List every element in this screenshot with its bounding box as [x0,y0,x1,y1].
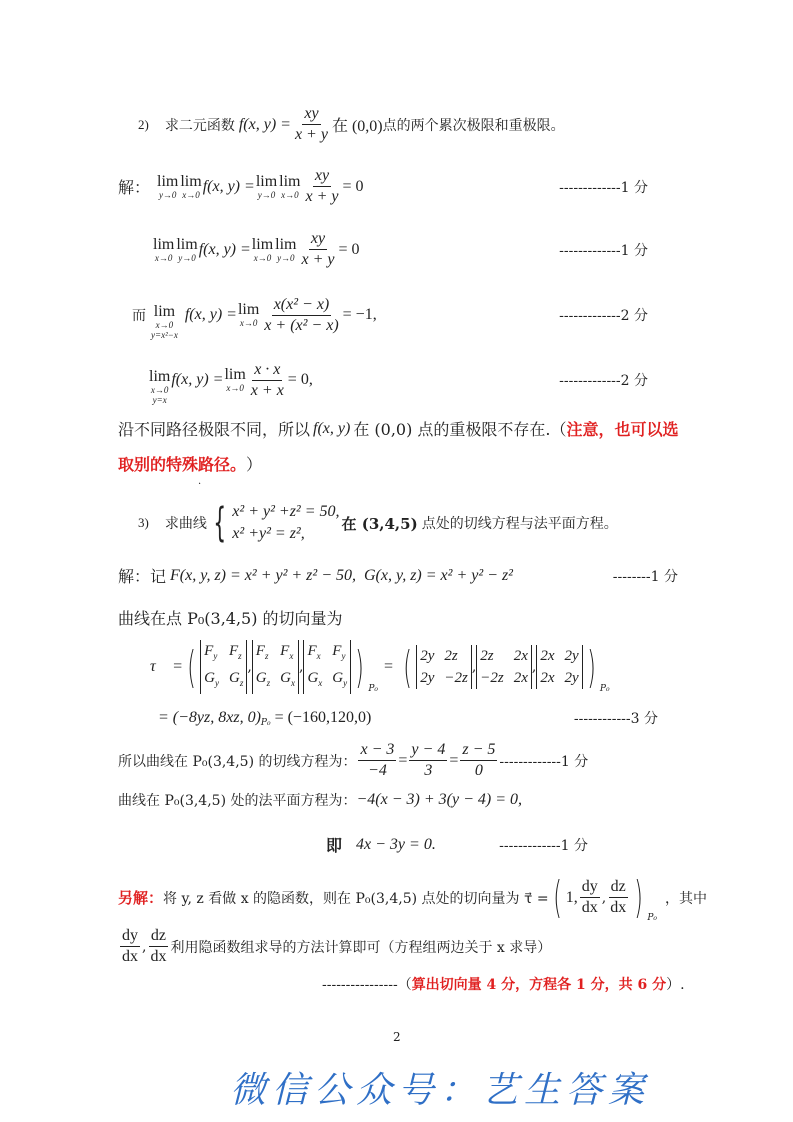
fraction-part: dx [150,948,167,965]
question-text: 求曲线 [164,516,207,532]
score: ------------3 分 [573,711,658,727]
expr: = [449,751,459,769]
fraction [299,229,336,270]
question-text: 点的两个累次极限和重极限。 [382,117,565,134]
expr: = 0, [287,371,313,388]
expr: = 0 [338,240,360,258]
fraction [262,295,340,336]
limit-sub: x→0 [154,252,173,263]
expr: τ⃗ = [150,658,183,675]
numerator: x · x [252,360,282,381]
matrix-entry: $F_y$ [332,643,346,661]
fraction [358,740,396,781]
fraction-part: z − 5 [460,740,497,761]
text: ） [246,455,263,474]
dot: . [198,476,202,487]
matrix-entry: $F_x$ [280,643,294,661]
score: -------------1 分 [499,753,589,770]
text: ，其中 [665,890,708,907]
determinant [536,645,582,689]
matrix-entry: $G_y$ [332,670,348,688]
denominator: x + (x² − x) [264,316,339,334]
fraction-part: dx [122,948,138,965]
determinant [252,640,299,694]
matrix-entry: 2x [513,670,528,686]
determinant [416,645,472,689]
left-paren: ( [187,641,196,693]
limit: lim x→0 y=x²−x [151,303,178,340]
fraction [409,740,447,781]
left-paren: ( [403,641,412,693]
note: 算出切向量 4 分，方程各 1 分，共 6 分 [411,977,667,993]
scoring-summary [322,974,685,994]
matrix-entry: $G_z$ [255,670,271,688]
question-text: 求二元函数 [164,117,235,134]
solution-line-1 [118,166,648,207]
numerator: xy [302,104,320,125]
left-paren: ( [552,872,562,923]
limit: lim x→0 [224,366,246,393]
fraction-part: dy [120,926,140,947]
denominator: x + y [305,188,339,205]
tangent-vector-determinants: τ⃗ = ( $F_y$ $F_z$ $G_y$ $G_z$ , $F_z$ $F_x$ $G_z$ $G_x$ , $F_x$ $F_y$ $G_x$ $G_y$ ) P₀ = ( 2y 2z 2y −2z , 2z 2x −2z 2x , 2x 2y 2x 2y ) P₀ [150,641,610,694]
question-2 [138,104,565,145]
fraction-part: dx [581,899,598,916]
right-paren: ) [634,872,644,923]
expr: −4(x − 3) + 3(y − 4) = 0, [356,791,522,808]
expr: = (−8yz, 8xz, 0) [158,709,261,726]
solution-line-3 [132,290,648,340]
denominator: x + y [301,251,335,268]
equation: x² + y² +z² = 50, [232,503,340,520]
text: 在 (0,0) 点的重极限不存在.（ [353,420,567,439]
matrix-entry: $F_y$ [204,643,218,661]
matrix-entry: 2z [444,648,458,664]
matrix-entry: 2x [513,648,528,664]
limit: lim y→0 [255,172,278,200]
simplified-equation [326,833,588,856]
text: 即 [326,836,343,855]
matrix-entry: −2z [444,670,468,686]
text: ----------------（ [322,977,412,993]
score: -------------1 分 [499,837,588,854]
fraction [249,360,286,401]
subscript: P₀ [260,718,271,728]
point: 在 (0,0) [331,118,383,135]
matrix-entry: 2y [420,648,435,664]
limit: lim x→0 [237,301,260,328]
numerator: xy [313,166,331,187]
fraction [460,740,497,781]
expr: f(x, y) = [184,306,237,323]
expr: = 0 [342,177,364,195]
fraction-part: −4 [368,762,387,779]
limit-sub: x→0 [239,318,258,328]
limit-sub: x→0 [155,320,174,330]
matrix-entry: $G_x$ [280,670,295,688]
solution-label: 解： [118,178,151,197]
text: ）. [666,977,685,993]
limit-sub: y→0 [257,189,276,200]
score: -------------2 分 [559,373,648,389]
matrix-entry: 2y [564,670,579,686]
question-number: 2) [138,116,149,132]
fraction-part: y − 4 [409,740,447,761]
solution3-line-1 [118,564,678,587]
limit-sub: y=x²−x [151,330,178,340]
fraction-part: dz [149,926,168,947]
fraction-part: x − 3 [358,740,396,761]
note: 取别的特殊路径。 [118,455,247,474]
fraction-part: dy [580,877,600,898]
matrix-entry: 2y [564,648,579,664]
matrix-entry: −2z [480,670,504,686]
fraction-part: dx [610,899,627,916]
limit: lim x→0 y=x [149,368,171,405]
right-paren: ) [587,641,596,693]
text: 沿不同路径极限不同，所以 [118,420,311,439]
alternative-solution-cont: $\frac{dy}{dx}$ , $\frac{dz}{dx}$ 利用隐函数组求导的方法计算即可（方程组两边关于 x 求导） [122,927,552,965]
limit-sub: y→0 [178,252,196,263]
expr: f(x, y) = [198,240,251,258]
expr: = [398,751,408,769]
page-number: 2 [393,1030,401,1044]
expr: f(x, y) [313,419,351,437]
text: 利用隐函数组求导的方法计算即可（方程组两边关于 x 求导） [170,939,552,956]
fraction [304,166,341,207]
point: 在 (3,4,5) [341,514,418,533]
limit-sub: x→0 [281,189,299,200]
matrix-entry: $F_x$ [307,643,321,661]
subscript: P₀ [599,684,610,694]
question-number: 3) [138,515,149,530]
expr: 1, [565,888,578,906]
expr: 4x − 3y = 0. [356,835,436,853]
limit: lim x→0 [180,172,202,200]
brace-icon: { [213,500,226,546]
limit: lim y→0 [157,172,179,200]
matrix-entry: 2x [540,670,555,686]
equation: x² +y² = z², [232,525,305,542]
limit: lim x→0 [279,172,301,200]
expr: F(x, y, z) = x² + y² + z² − 50, [170,566,356,584]
text: 所以曲线在 P₀(3,4,5) 的切线方程为： [118,753,357,770]
fraction [120,926,140,967]
conclusion [118,417,679,440]
matrix-entry: $G_x$ [307,670,323,688]
normal-plane-equation [118,790,522,810]
limit: lim y→0 [176,235,198,263]
limit-sub: x→0 [150,385,169,395]
conclusion-cont [118,452,262,475]
fraction [608,877,628,918]
note: 注意，也可以选 [566,420,679,439]
score: --------1 分 [612,568,678,585]
limit: lim y→0 [275,235,297,263]
limit: lim x→0 [153,235,175,263]
matrix-entry: 2x [540,648,555,664]
limit-sub: y→0 [277,252,295,263]
question-text: 点处的切线方程与法平面方程。 [421,516,618,532]
determinant [303,640,351,694]
alternative-solution: 另解： 将 y, z 看做 x 的隐函数，则在 P₀(3,4,5) 点处的切向量为 τ⃗ = ( 1, $\frac{dy}{dx}$ , $\frac{dz}{dx}$ ) P₀ ，其中 [118,872,708,923]
limit: lim x→0 [251,235,274,263]
fraction [148,926,168,967]
determinant [200,640,247,694]
fraction-part: dz [609,877,628,898]
denominator: x + y [294,126,328,143]
equation-system [232,501,339,545]
limit-sub: x→0 [182,189,200,200]
limit-sub: x→0 [226,383,244,393]
text: 将 y, z 看做 x 的隐函数，则在 P₀(3,4,5) 点处的切向量为 τ⃗ = [163,890,549,907]
question-3 [138,500,618,546]
fraction [293,104,330,145]
matrix-entry: $F_z$ [255,643,269,661]
solution-label: 解：记 [118,567,167,586]
matrix-entry: 2y [420,670,435,686]
matrix-entry: $F_z$ [228,643,242,661]
numerator: xy [309,229,327,250]
limit-sub: y=x [152,395,167,405]
matrix-entry: $G_z$ [228,670,244,688]
solution-line-4 [148,355,648,405]
text: 曲线在 P₀(3,4,5) 处的法平面方程为： [118,793,357,809]
tangent-vector-result [158,708,658,728]
text: 而 [132,308,146,324]
subscript: P₀ [368,684,378,694]
tangent-line-equation [118,740,588,781]
expr: = −1, [342,306,377,323]
fraction-part: 3 [424,762,433,779]
score: -------------1 分 [559,242,648,259]
text: 曲线在点 P₀(3,4,5) 的切向量为 [118,609,343,628]
matrix-entry: 2z [480,648,494,664]
solution-line-2 [152,229,648,270]
limit-sub: x→0 [253,252,272,263]
expr: f(x, y) = [171,371,224,388]
matrix-entry: $G_y$ [204,670,219,688]
fraction-part: 0 [474,762,483,779]
expr: = [383,658,394,675]
right-paren: ) [355,641,365,693]
subscript: P₀ [647,913,658,923]
alt-label: 另解： [118,889,164,907]
determinant [476,645,532,689]
function-def: f(x, y) = [238,115,291,133]
limit-sub: y→0 [158,189,177,200]
expr: = (−160,120,0) [274,709,372,726]
denominator: x + x [250,381,284,399]
expr: f(x, y) = [202,177,255,195]
numerator: x(x² − x) [272,295,332,316]
watermark: 微信公众号：艺生答案 [230,1070,651,1111]
score: -------------1 分 [559,179,648,196]
score: -------------2 分 [559,308,648,324]
expr: G(x, y, z) = x² + y² − z² [364,566,513,584]
fraction [580,877,600,918]
